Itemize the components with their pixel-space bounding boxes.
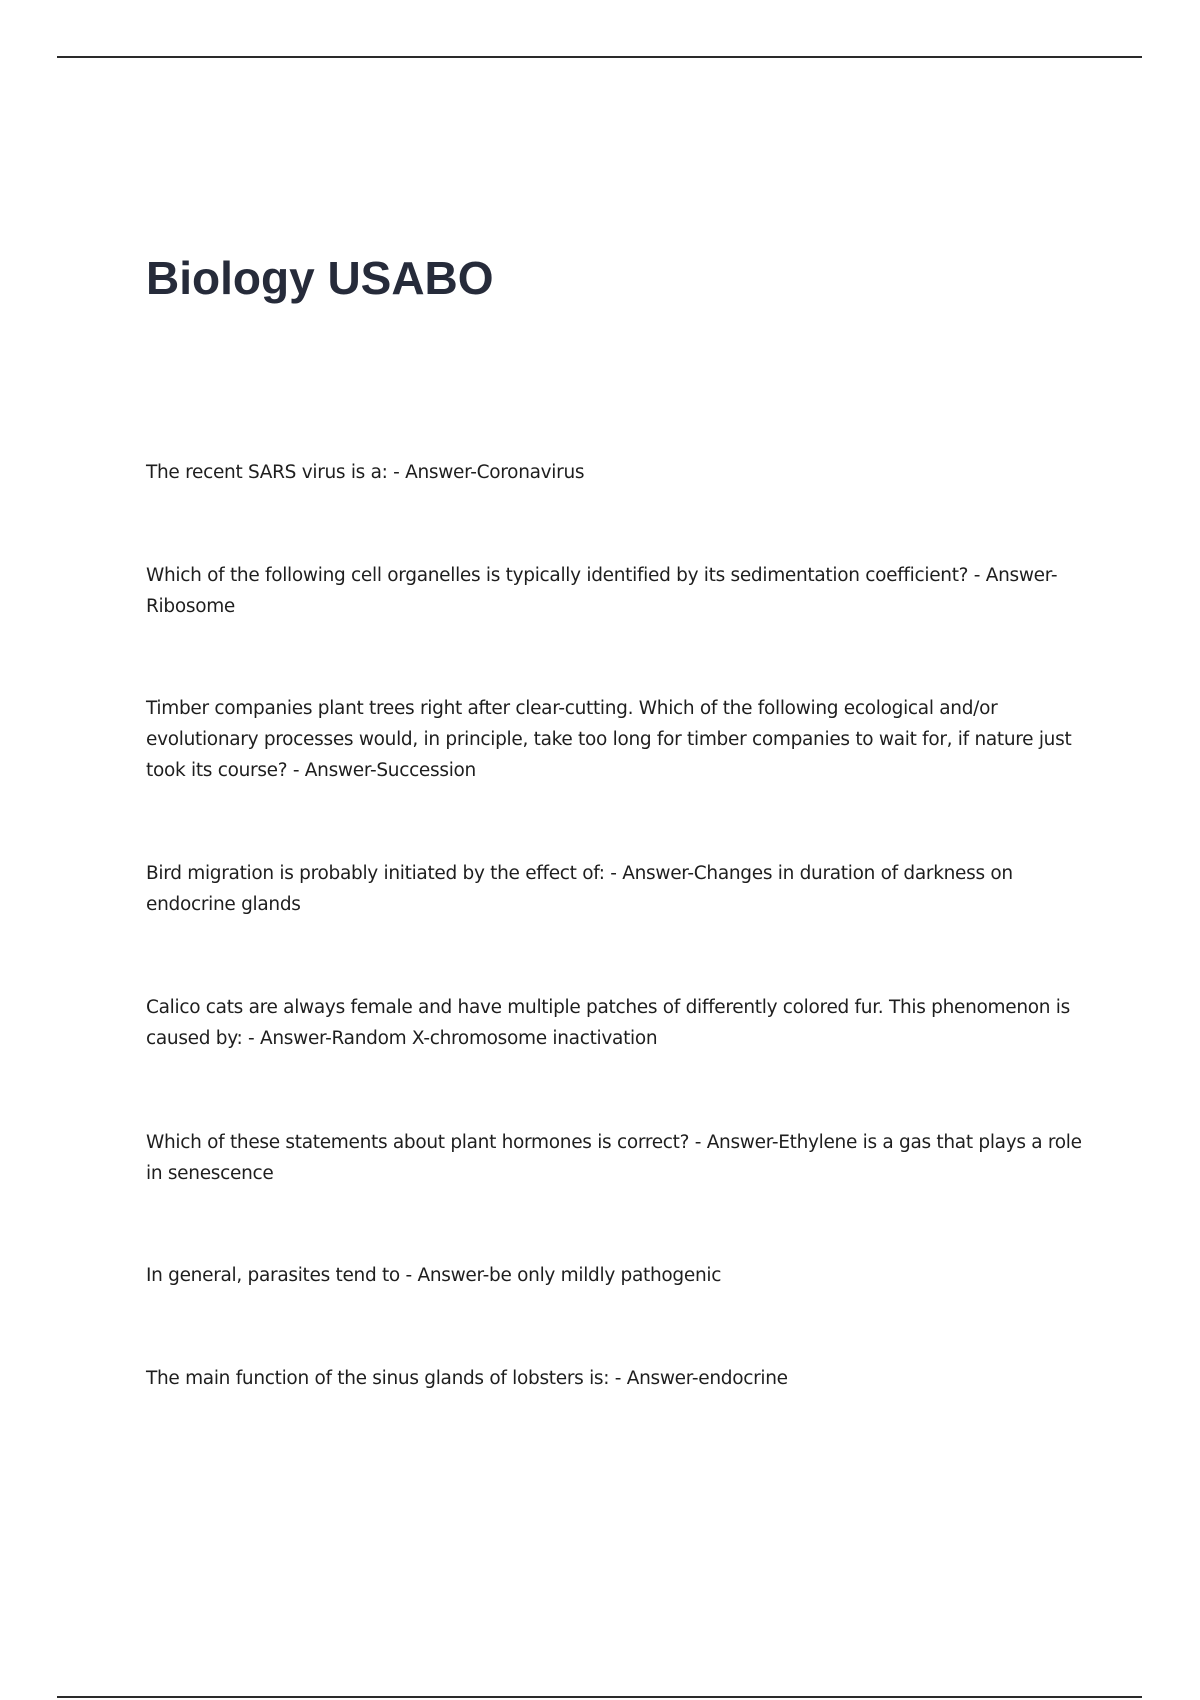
qa-item: Which of these statements about plant hormones is correct? - Answer-Ethylene is a gas that plays a role in senescence bbox=[146, 1132, 1082, 1184]
bottom-rule bbox=[57, 1696, 1142, 1698]
top-rule bbox=[57, 56, 1142, 58]
qa-item: The recent SARS virus is a: - Answer-Coronavirus bbox=[146, 462, 585, 483]
qa-item: Calico cats are always female and have multiple patches of differently colored fur. This phenomenon is caused by: - Answer-Random X-chromosome inactivation bbox=[146, 997, 1070, 1049]
qa-item: In general, parasites tend to - Answer-be only mildly pathogenic bbox=[146, 1265, 722, 1286]
qa-item: Bird migration is probably initiated by the effect of: - Answer-Changes in duration of darkness on endocrine glands bbox=[146, 863, 1013, 915]
qa-item: Which of the following cell organelles is typically identified by its sedimentation coefficient? - Answer-Ribosome bbox=[146, 565, 1058, 617]
qa-item: The main function of the sinus glands of lobsters is: - Answer-endocrine bbox=[146, 1368, 788, 1389]
qa-item: Timber companies plant trees right after clear-cutting. Which of the following ecological and/or evolutionary processes would, in principle, take too long for timber companies to wait for, if nature just took its course? - Answer-Succession bbox=[146, 698, 1072, 781]
document-title: Biology USABO bbox=[146, 252, 494, 304]
